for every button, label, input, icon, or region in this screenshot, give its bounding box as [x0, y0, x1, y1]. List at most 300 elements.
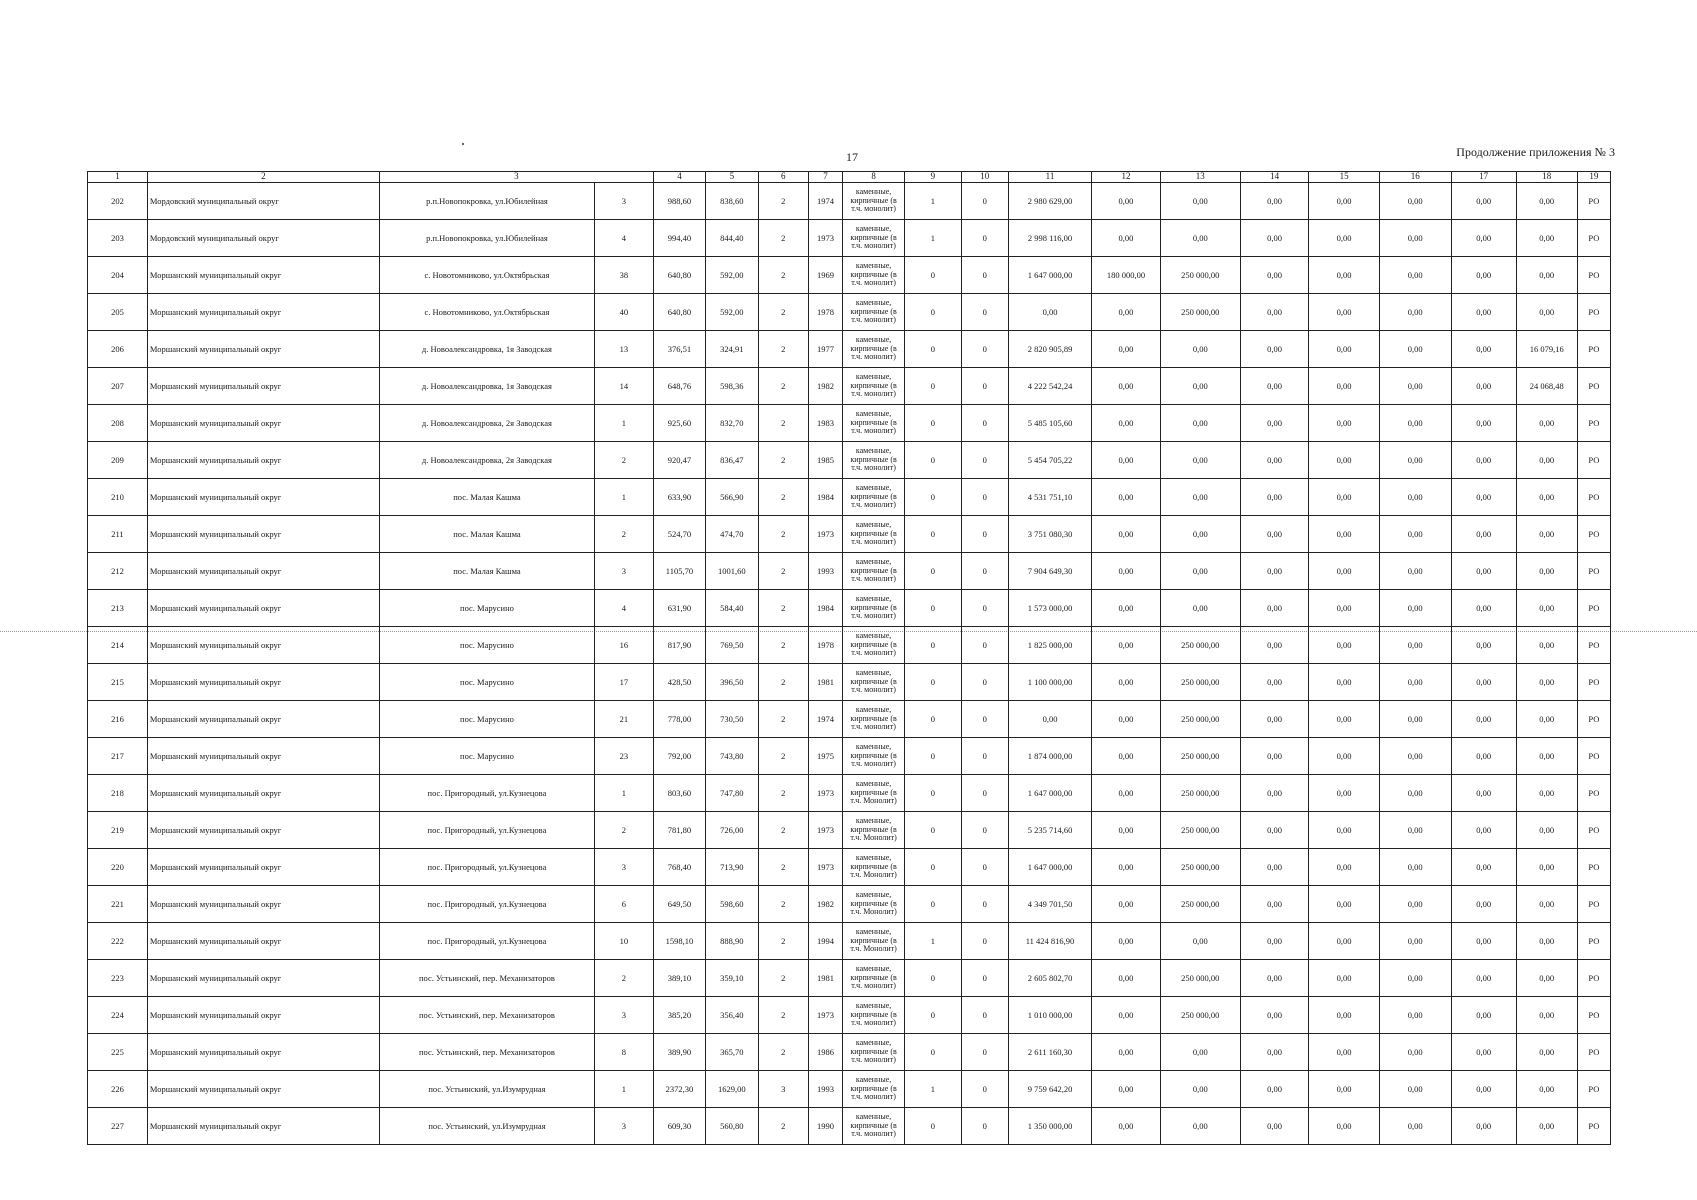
col-10-value-cell: 0: [961, 257, 1008, 294]
col-18-amount-cell: 0,00: [1516, 220, 1577, 257]
table-row: [88, 812, 1611, 849]
col-9-value-cell: 0: [905, 590, 962, 627]
col-15-amount-cell: 0,00: [1309, 183, 1380, 220]
living-area-cell: 713,90: [706, 849, 758, 886]
address-cell: д. Новоалександровка, 1я Заводская: [379, 331, 594, 368]
header-cell-13: 13: [1160, 172, 1240, 183]
wall-material-cell: каменные, кирпичные (в т.ч. монолит): [843, 590, 905, 627]
house-number-cell: 13: [594, 331, 653, 368]
col-9-value-cell: 0: [905, 738, 962, 775]
col-12-amount-cell: 0,00: [1092, 627, 1160, 664]
col-10-value-cell: 0: [961, 997, 1008, 1034]
col-13-amount-cell: 250 000,00: [1160, 960, 1240, 997]
year-built-cell: 1982: [808, 886, 842, 923]
wall-material-cell: каменные, кирпичные (в т.ч. монолит): [843, 701, 905, 738]
col-18-amount-cell: 0,00: [1516, 405, 1577, 442]
col-10-value-cell: 0: [961, 886, 1008, 923]
col-10-value-cell: 0: [961, 516, 1008, 553]
address-cell: д. Новоалександровка, 2я Заводская: [379, 442, 594, 479]
col-14-amount-cell: 0,00: [1240, 923, 1308, 960]
wall-material-cell: каменные, кирпичные (в т.ч. монолит): [843, 183, 905, 220]
col-18-amount-cell: 0,00: [1516, 849, 1577, 886]
row-number-cell: 219: [88, 812, 148, 849]
col-15-amount-cell: 0,00: [1309, 775, 1380, 812]
wall-material-cell: каменные, кирпичные (в т.ч. монолит): [843, 516, 905, 553]
living-area-cell: 592,00: [706, 294, 758, 331]
col-10-value-cell: 0: [961, 294, 1008, 331]
col-13-amount-cell: 250 000,00: [1160, 775, 1240, 812]
municipality-cell: Моршанский муниципальный округ: [147, 849, 379, 886]
row-number-cell: 206: [88, 331, 148, 368]
col-18-amount-cell: 0,00: [1516, 1071, 1577, 1108]
year-built-cell: 1974: [808, 701, 842, 738]
living-area-cell: 396,50: [706, 664, 758, 701]
table-row: [88, 1071, 1611, 1108]
floors-cell: 2: [758, 738, 808, 775]
row-number-cell: 218: [88, 775, 148, 812]
header-cell-3: 3: [379, 172, 653, 183]
col-12-amount-cell: 0,00: [1092, 1034, 1160, 1071]
total-area-cell: 376,51: [653, 331, 705, 368]
col-14-amount-cell: 0,00: [1240, 257, 1308, 294]
row-number-cell: 213: [88, 590, 148, 627]
wall-material-cell: каменные, кирпичные (в т.ч. монолит): [843, 442, 905, 479]
col-10-value-cell: 0: [961, 331, 1008, 368]
table-row: [88, 590, 1611, 627]
col-18-amount-cell: 0,00: [1516, 294, 1577, 331]
year-built-cell: 1984: [808, 479, 842, 516]
col-17-amount-cell: 0,00: [1451, 1108, 1516, 1145]
col-9-value-cell: 0: [905, 886, 962, 923]
house-number-cell: 4: [594, 220, 653, 257]
wall-material-cell: каменные, кирпичные (в т.ч. монолит): [843, 479, 905, 516]
col-11-amount-cell: 1 647 000,00: [1008, 849, 1091, 886]
col-15-amount-cell: 0,00: [1309, 849, 1380, 886]
year-built-cell: 1973: [808, 220, 842, 257]
total-area-cell: 817,90: [653, 627, 705, 664]
row-number-cell: 211: [88, 516, 148, 553]
address-cell: пос. Марусино: [379, 738, 594, 775]
floors-cell: 2: [758, 553, 808, 590]
col-17-amount-cell: 0,00: [1451, 442, 1516, 479]
house-number-cell: 23: [594, 738, 653, 775]
address-cell: пос. Устьинский, пер. Механизаторов: [379, 997, 594, 1034]
col-18-amount-cell: 0,00: [1516, 997, 1577, 1034]
col-18-amount-cell: 16 079,16: [1516, 331, 1577, 368]
col-15-amount-cell: 0,00: [1309, 738, 1380, 775]
total-area-cell: 631,90: [653, 590, 705, 627]
col-17-amount-cell: 0,00: [1451, 738, 1516, 775]
year-built-cell: 1983: [808, 405, 842, 442]
col-16-amount-cell: 0,00: [1379, 923, 1451, 960]
col-17-amount-cell: 0,00: [1451, 368, 1516, 405]
floors-cell: 2: [758, 516, 808, 553]
floors-cell: 2: [758, 331, 808, 368]
floors-cell: 2: [758, 997, 808, 1034]
floors-cell: 2: [758, 886, 808, 923]
year-built-cell: 1986: [808, 1034, 842, 1071]
year-built-cell: 1973: [808, 775, 842, 812]
municipality-cell: Мордовский муниципальный округ: [147, 183, 379, 220]
header-cell-8: 8: [843, 172, 905, 183]
col-14-amount-cell: 0,00: [1240, 590, 1308, 627]
row-number-cell: 212: [88, 553, 148, 590]
col-14-amount-cell: 0,00: [1240, 997, 1308, 1034]
total-area-cell: 389,90: [653, 1034, 705, 1071]
col-9-value-cell: 1: [905, 923, 962, 960]
table-row: [88, 479, 1611, 516]
living-area-cell: 356,40: [706, 997, 758, 1034]
table-row: [88, 183, 1611, 220]
col-19-code-cell: РО: [1577, 738, 1610, 775]
year-built-cell: 1975: [808, 738, 842, 775]
col-13-amount-cell: 0,00: [1160, 516, 1240, 553]
house-number-cell: 2: [594, 812, 653, 849]
header-cell-17: 17: [1451, 172, 1516, 183]
col-14-amount-cell: 0,00: [1240, 960, 1308, 997]
col-10-value-cell: 0: [961, 479, 1008, 516]
scan-dot-mark: [462, 143, 464, 145]
col-15-amount-cell: 0,00: [1309, 294, 1380, 331]
col-15-amount-cell: 0,00: [1309, 1071, 1380, 1108]
col-14-amount-cell: 0,00: [1240, 405, 1308, 442]
house-number-cell: 1: [594, 775, 653, 812]
house-number-cell: 3: [594, 997, 653, 1034]
col-14-amount-cell: 0,00: [1240, 1071, 1308, 1108]
register-body: [88, 183, 1611, 1145]
header-cell-16: 16: [1379, 172, 1451, 183]
header-cell-5: 5: [706, 172, 758, 183]
address-cell: пос. Малая Кашма: [379, 479, 594, 516]
col-9-value-cell: 0: [905, 1034, 962, 1071]
col-15-amount-cell: 0,00: [1309, 220, 1380, 257]
col-9-value-cell: 0: [905, 331, 962, 368]
table-row: [88, 294, 1611, 331]
address-cell: с. Новотомниково, ул.Октябрьская: [379, 294, 594, 331]
living-area-cell: 584,40: [706, 590, 758, 627]
col-19-code-cell: РО: [1577, 1108, 1610, 1145]
col-12-amount-cell: 0,00: [1092, 775, 1160, 812]
col-15-amount-cell: 0,00: [1309, 997, 1380, 1034]
header-cell-7: 7: [808, 172, 842, 183]
house-number-cell: 2: [594, 442, 653, 479]
col-19-code-cell: РО: [1577, 294, 1610, 331]
row-number-cell: 225: [88, 1034, 148, 1071]
floors-cell: 2: [758, 960, 808, 997]
col-16-amount-cell: 0,00: [1379, 701, 1451, 738]
floors-cell: 2: [758, 590, 808, 627]
col-15-amount-cell: 0,00: [1309, 516, 1380, 553]
row-number-cell: 203: [88, 220, 148, 257]
col-16-amount-cell: 0,00: [1379, 886, 1451, 923]
col-11-amount-cell: 1 350 000,00: [1008, 1108, 1091, 1145]
col-17-amount-cell: 0,00: [1451, 812, 1516, 849]
col-11-amount-cell: 9 759 642,20: [1008, 1071, 1091, 1108]
total-area-cell: 609,30: [653, 1108, 705, 1145]
col-10-value-cell: 0: [961, 1034, 1008, 1071]
table-row: [88, 960, 1611, 997]
address-cell: пос. Марусино: [379, 701, 594, 738]
municipality-cell: Моршанский муниципальный округ: [147, 997, 379, 1034]
col-10-value-cell: 0: [961, 627, 1008, 664]
col-11-amount-cell: 1 825 000,00: [1008, 627, 1091, 664]
col-19-code-cell: РО: [1577, 368, 1610, 405]
col-17-amount-cell: 0,00: [1451, 590, 1516, 627]
col-18-amount-cell: 0,00: [1516, 701, 1577, 738]
col-15-amount-cell: 0,00: [1309, 331, 1380, 368]
header-cell-11: 11: [1008, 172, 1091, 183]
total-area-cell: 649,50: [653, 886, 705, 923]
table-row: [88, 701, 1611, 738]
col-12-amount-cell: 0,00: [1092, 849, 1160, 886]
col-13-amount-cell: 0,00: [1160, 442, 1240, 479]
municipality-cell: Моршанский муниципальный округ: [147, 331, 379, 368]
col-18-amount-cell: 24 068,48: [1516, 368, 1577, 405]
col-11-amount-cell: 2 605 802,70: [1008, 960, 1091, 997]
living-area-cell: 592,00: [706, 257, 758, 294]
total-area-cell: 781,80: [653, 812, 705, 849]
living-area-cell: 1001,60: [706, 553, 758, 590]
col-18-amount-cell: 0,00: [1516, 627, 1577, 664]
wall-material-cell: каменные, кирпичные (в т.ч. Монолит): [843, 886, 905, 923]
col-12-amount-cell: 0,00: [1092, 701, 1160, 738]
col-12-amount-cell: 0,00: [1092, 997, 1160, 1034]
municipality-cell: Моршанский муниципальный округ: [147, 812, 379, 849]
col-13-amount-cell: 0,00: [1160, 331, 1240, 368]
col-13-amount-cell: 0,00: [1160, 1108, 1240, 1145]
floors-cell: 2: [758, 1108, 808, 1145]
total-area-cell: 428,50: [653, 664, 705, 701]
year-built-cell: 1984: [808, 590, 842, 627]
col-10-value-cell: 0: [961, 664, 1008, 701]
house-number-cell: 3: [594, 183, 653, 220]
row-number-cell: 207: [88, 368, 148, 405]
col-13-amount-cell: 250 000,00: [1160, 294, 1240, 331]
col-18-amount-cell: 0,00: [1516, 183, 1577, 220]
floors-cell: 2: [758, 405, 808, 442]
table-row: [88, 220, 1611, 257]
col-11-amount-cell: 1 874 000,00: [1008, 738, 1091, 775]
col-17-amount-cell: 0,00: [1451, 1034, 1516, 1071]
year-built-cell: 1981: [808, 664, 842, 701]
col-9-value-cell: 1: [905, 183, 962, 220]
col-19-code-cell: РО: [1577, 812, 1610, 849]
house-number-cell: 1: [594, 405, 653, 442]
house-number-cell: 8: [594, 1034, 653, 1071]
table-row: [88, 775, 1611, 812]
house-number-cell: 21: [594, 701, 653, 738]
house-number-cell: 4: [594, 590, 653, 627]
col-15-amount-cell: 0,00: [1309, 886, 1380, 923]
row-number-cell: 226: [88, 1071, 148, 1108]
col-16-amount-cell: 0,00: [1379, 1034, 1451, 1071]
living-area-cell: 747,80: [706, 775, 758, 812]
year-built-cell: 1978: [808, 294, 842, 331]
col-17-amount-cell: 0,00: [1451, 627, 1516, 664]
col-12-amount-cell: 180 000,00: [1092, 257, 1160, 294]
col-12-amount-cell: 0,00: [1092, 516, 1160, 553]
col-13-amount-cell: 0,00: [1160, 220, 1240, 257]
wall-material-cell: каменные, кирпичные (в т.ч. Монолит): [843, 812, 905, 849]
col-9-value-cell: 0: [905, 849, 962, 886]
year-built-cell: 1973: [808, 812, 842, 849]
col-19-code-cell: РО: [1577, 405, 1610, 442]
col-14-amount-cell: 0,00: [1240, 183, 1308, 220]
col-17-amount-cell: 0,00: [1451, 997, 1516, 1034]
col-9-value-cell: 0: [905, 1108, 962, 1145]
col-18-amount-cell: 0,00: [1516, 553, 1577, 590]
col-10-value-cell: 0: [961, 442, 1008, 479]
col-17-amount-cell: 0,00: [1451, 701, 1516, 738]
year-built-cell: 1994: [808, 923, 842, 960]
row-number-cell: 205: [88, 294, 148, 331]
col-13-amount-cell: 0,00: [1160, 923, 1240, 960]
col-11-amount-cell: 1 010 000,00: [1008, 997, 1091, 1034]
header-cell-9: 9: [905, 172, 962, 183]
col-9-value-cell: 0: [905, 405, 962, 442]
header-cell-1: 1: [88, 172, 148, 183]
address-cell: пос. Малая Кашма: [379, 553, 594, 590]
municipality-cell: Моршанский муниципальный округ: [147, 701, 379, 738]
house-number-cell: 3: [594, 849, 653, 886]
floors-cell: 2: [758, 294, 808, 331]
col-18-amount-cell: 0,00: [1516, 886, 1577, 923]
house-number-cell: 2: [594, 516, 653, 553]
col-17-amount-cell: 0,00: [1451, 775, 1516, 812]
col-14-amount-cell: 0,00: [1240, 775, 1308, 812]
address-cell: р.п.Новопокровка, ул.Юбилейная: [379, 183, 594, 220]
year-built-cell: 1973: [808, 849, 842, 886]
continuation-label: Продолжение приложения № 3: [1456, 145, 1615, 159]
wall-material-cell: каменные, кирпичные (в т.ч. монолит): [843, 1034, 905, 1071]
house-number-cell: 17: [594, 664, 653, 701]
municipality-cell: Моршанский муниципальный округ: [147, 627, 379, 664]
table-row: [88, 923, 1611, 960]
address-cell: пос. Марусино: [379, 627, 594, 664]
floors-cell: 2: [758, 664, 808, 701]
col-12-amount-cell: 0,00: [1092, 923, 1160, 960]
house-number-cell: 3: [594, 1108, 653, 1145]
col-17-amount-cell: 0,00: [1451, 516, 1516, 553]
col-16-amount-cell: 0,00: [1379, 960, 1451, 997]
address-cell: р.п.Новопокровка, ул.Юбилейная: [379, 220, 594, 257]
col-13-amount-cell: 250 000,00: [1160, 738, 1240, 775]
col-15-amount-cell: 0,00: [1309, 405, 1380, 442]
col-17-amount-cell: 0,00: [1451, 553, 1516, 590]
col-10-value-cell: 0: [961, 405, 1008, 442]
year-built-cell: 1990: [808, 1108, 842, 1145]
wall-material-cell: каменные, кирпичные (в т.ч. монолит): [843, 1071, 905, 1108]
house-number-cell: 6: [594, 886, 653, 923]
col-19-code-cell: РО: [1577, 849, 1610, 886]
floors-cell: 3: [758, 1071, 808, 1108]
col-10-value-cell: 0: [961, 738, 1008, 775]
address-cell: пос. Устьинский, ул.Изумрудная: [379, 1071, 594, 1108]
wall-material-cell: каменные, кирпичные (в т.ч. монолит): [843, 331, 905, 368]
col-14-amount-cell: 0,00: [1240, 738, 1308, 775]
address-cell: пос. Устьинский, ул.Изумрудная: [379, 1108, 594, 1145]
col-14-amount-cell: 0,00: [1240, 294, 1308, 331]
col-13-amount-cell: 250 000,00: [1160, 997, 1240, 1034]
col-14-amount-cell: 0,00: [1240, 886, 1308, 923]
total-area-cell: 633,90: [653, 479, 705, 516]
col-11-amount-cell: 0,00: [1008, 701, 1091, 738]
col-15-amount-cell: 0,00: [1309, 923, 1380, 960]
col-19-code-cell: РО: [1577, 479, 1610, 516]
row-number-cell: 220: [88, 849, 148, 886]
col-10-value-cell: 0: [961, 923, 1008, 960]
col-18-amount-cell: 0,00: [1516, 442, 1577, 479]
total-area-cell: 1105,70: [653, 553, 705, 590]
wall-material-cell: каменные, кирпичные (в т.ч. Монолит): [843, 775, 905, 812]
col-16-amount-cell: 0,00: [1379, 627, 1451, 664]
address-cell: пос. Пригородный, ул.Кузнецова: [379, 886, 594, 923]
wall-material-cell: каменные, кирпичные (в т.ч. монолит): [843, 1108, 905, 1145]
col-12-amount-cell: 0,00: [1092, 1108, 1160, 1145]
year-built-cell: 1981: [808, 960, 842, 997]
col-18-amount-cell: 0,00: [1516, 664, 1577, 701]
municipality-cell: Моршанский муниципальный округ: [147, 442, 379, 479]
table-row: [88, 1108, 1611, 1145]
wall-material-cell: каменные, кирпичные (в т.ч. монолит): [843, 664, 905, 701]
col-14-amount-cell: 0,00: [1240, 701, 1308, 738]
col-18-amount-cell: 0,00: [1516, 1108, 1577, 1145]
col-12-amount-cell: 0,00: [1092, 331, 1160, 368]
col-9-value-cell: 0: [905, 664, 962, 701]
municipality-cell: Моршанский муниципальный округ: [147, 294, 379, 331]
col-16-amount-cell: 0,00: [1379, 997, 1451, 1034]
col-19-code-cell: РО: [1577, 701, 1610, 738]
total-area-cell: 524,70: [653, 516, 705, 553]
address-cell: пос. Пригородный, ул.Кузнецова: [379, 812, 594, 849]
municipality-cell: Моршанский муниципальный округ: [147, 479, 379, 516]
col-18-amount-cell: 0,00: [1516, 738, 1577, 775]
col-16-amount-cell: 0,00: [1379, 1071, 1451, 1108]
col-17-amount-cell: 0,00: [1451, 886, 1516, 923]
col-12-amount-cell: 0,00: [1092, 368, 1160, 405]
col-11-amount-cell: 5 454 705,22: [1008, 442, 1091, 479]
row-number-cell: 224: [88, 997, 148, 1034]
row-number-cell: 208: [88, 405, 148, 442]
col-19-code-cell: РО: [1577, 183, 1610, 220]
col-16-amount-cell: 0,00: [1379, 294, 1451, 331]
col-11-amount-cell: 3 751 080,30: [1008, 516, 1091, 553]
col-10-value-cell: 0: [961, 812, 1008, 849]
col-16-amount-cell: 0,00: [1379, 738, 1451, 775]
col-14-amount-cell: 0,00: [1240, 812, 1308, 849]
col-11-amount-cell: 2 998 116,00: [1008, 220, 1091, 257]
municipality-cell: Моршанский муниципальный округ: [147, 960, 379, 997]
col-17-amount-cell: 0,00: [1451, 294, 1516, 331]
col-19-code-cell: РО: [1577, 1034, 1610, 1071]
col-13-amount-cell: 250 000,00: [1160, 664, 1240, 701]
wall-material-cell: каменные, кирпичные (в т.ч. монолит): [843, 997, 905, 1034]
col-12-amount-cell: 0,00: [1092, 183, 1160, 220]
col-10-value-cell: 0: [961, 849, 1008, 886]
col-14-amount-cell: 0,00: [1240, 553, 1308, 590]
col-18-amount-cell: 0,00: [1516, 960, 1577, 997]
col-17-amount-cell: 0,00: [1451, 923, 1516, 960]
wall-material-cell: каменные, кирпичные (в т.ч. монолит): [843, 405, 905, 442]
col-14-amount-cell: 0,00: [1240, 368, 1308, 405]
year-built-cell: 1993: [808, 553, 842, 590]
row-number-cell: 210: [88, 479, 148, 516]
municipality-cell: Моршанский муниципальный округ: [147, 257, 379, 294]
col-19-code-cell: РО: [1577, 220, 1610, 257]
col-9-value-cell: 0: [905, 775, 962, 812]
house-number-cell: 16: [594, 627, 653, 664]
row-number-cell: 227: [88, 1108, 148, 1145]
